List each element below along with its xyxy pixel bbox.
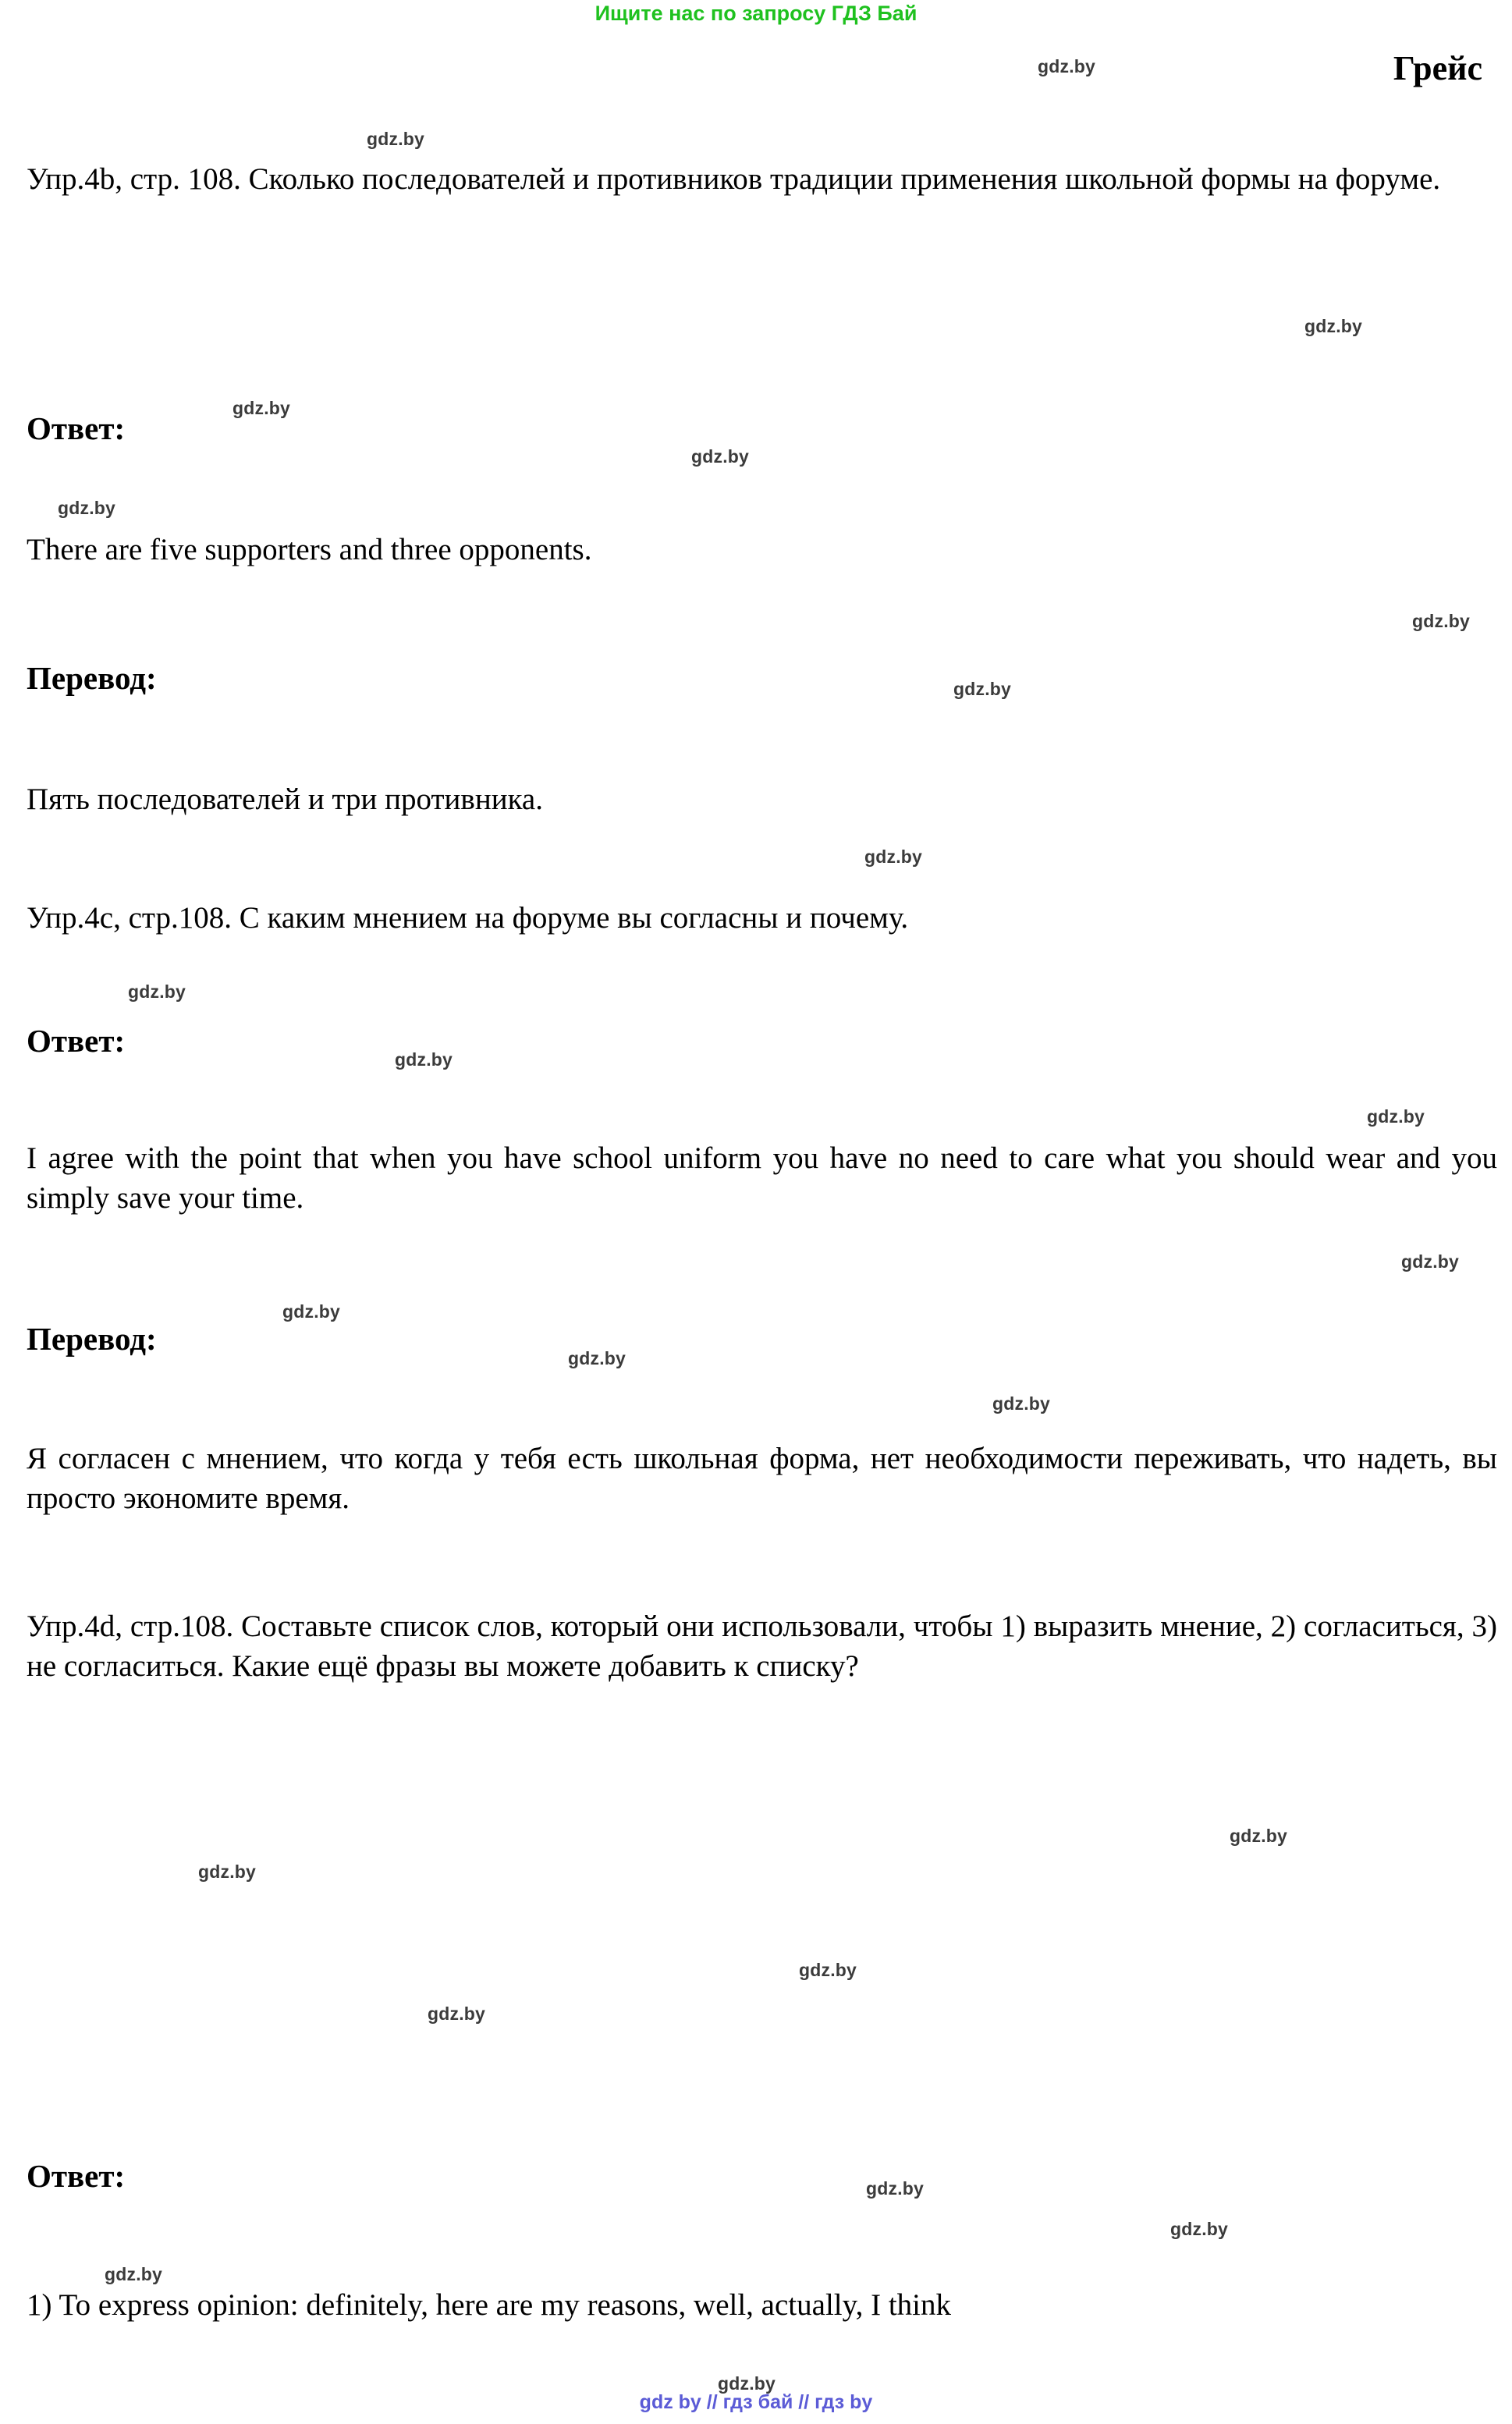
watermark-text: gdz.by (58, 498, 116, 518)
watermark-text: gdz.by (718, 2373, 776, 2394)
watermark-text: gdz.by (799, 1960, 857, 1980)
watermark-text: gdz.by (691, 446, 750, 467)
task-4c-text: Упр.4c, стр.108. С каким мнением на форуме вы согласны и почему. (27, 901, 909, 935)
watermark-text: gdz.by (232, 398, 291, 418)
task-4d-text: Упр.4d, стр.108. Составьте список слов, который они использовали, чтобы 1) выразить мнение, 2) согласиться, 3) не согласиться. Какие ещё фразы вы можете добавить к списку? (27, 1609, 1497, 1683)
watermark-text: gdz.by (282, 1301, 341, 1322)
watermark-text: gdz.by (198, 1861, 257, 1882)
translation-4c-text: Я согласен с мнением, что когда у тебя есть школьная форма, нет необходимости переживать, что надеть, вы просто экономите время. (27, 1442, 1497, 1515)
watermark-text: gdz.by (428, 2003, 486, 2024)
site-promo-banner: Ищите нас по запросу ГДЗ Бай (595, 2, 917, 25)
watermark-text: gdz.by (1170, 2219, 1229, 2239)
watermark-text: gdz.by (395, 1049, 453, 1070)
watermark-text: gdz.by (1038, 56, 1096, 76)
watermark-text: gdz.by (1412, 611, 1471, 631)
watermark-text: gdz.by (105, 2264, 163, 2284)
watermark-text: gdz.by (992, 1393, 1051, 1414)
answer-4c-text: I agree with the point that when you have school uniform you have no need to care what you should wear and you simply save your time. (27, 1141, 1497, 1215)
author-name: Грейс (1393, 49, 1482, 87)
watermark-text: gdz.by (1367, 1106, 1425, 1127)
watermark-text: gdz.by (866, 2178, 925, 2199)
watermark-text: gdz.by (128, 981, 186, 1002)
watermark-text: gdz.by (568, 1348, 626, 1368)
answer-label-4b: Ответ: (27, 410, 126, 446)
answer-label-4d: Ответ: (27, 2158, 126, 2194)
answer-4d-item-1: 1) To express opinion: definitely, here are my reasons, well, actually, I think (27, 2288, 951, 2322)
answer-label-4c: Ответ: (27, 1023, 126, 1059)
watermark-text: gdz.by (1230, 1826, 1288, 1846)
watermark-text: gdz.by (1304, 316, 1363, 336)
watermark-text: gdz.by (953, 679, 1012, 699)
task-4b-text: Упр.4b, стр. 108. Сколько последователей и противников традиции применения школьной формы на форуме. (27, 162, 1441, 196)
watermark-text: gdz.by (864, 846, 923, 867)
answer-4b-text: There are five supporters and three opponents. (27, 533, 592, 566)
translation-label-4b: Перевод: (27, 660, 157, 696)
watermark-text: gdz.by (1401, 1251, 1460, 1272)
translation-4b-text: Пять последователей и три противника. (27, 783, 543, 816)
site-footer-banner: gdz by // гдз бай // гдз by (639, 2391, 873, 2413)
watermark-text: gdz.by (367, 129, 425, 149)
translation-label-4c: Перевод: (27, 1321, 157, 1357)
